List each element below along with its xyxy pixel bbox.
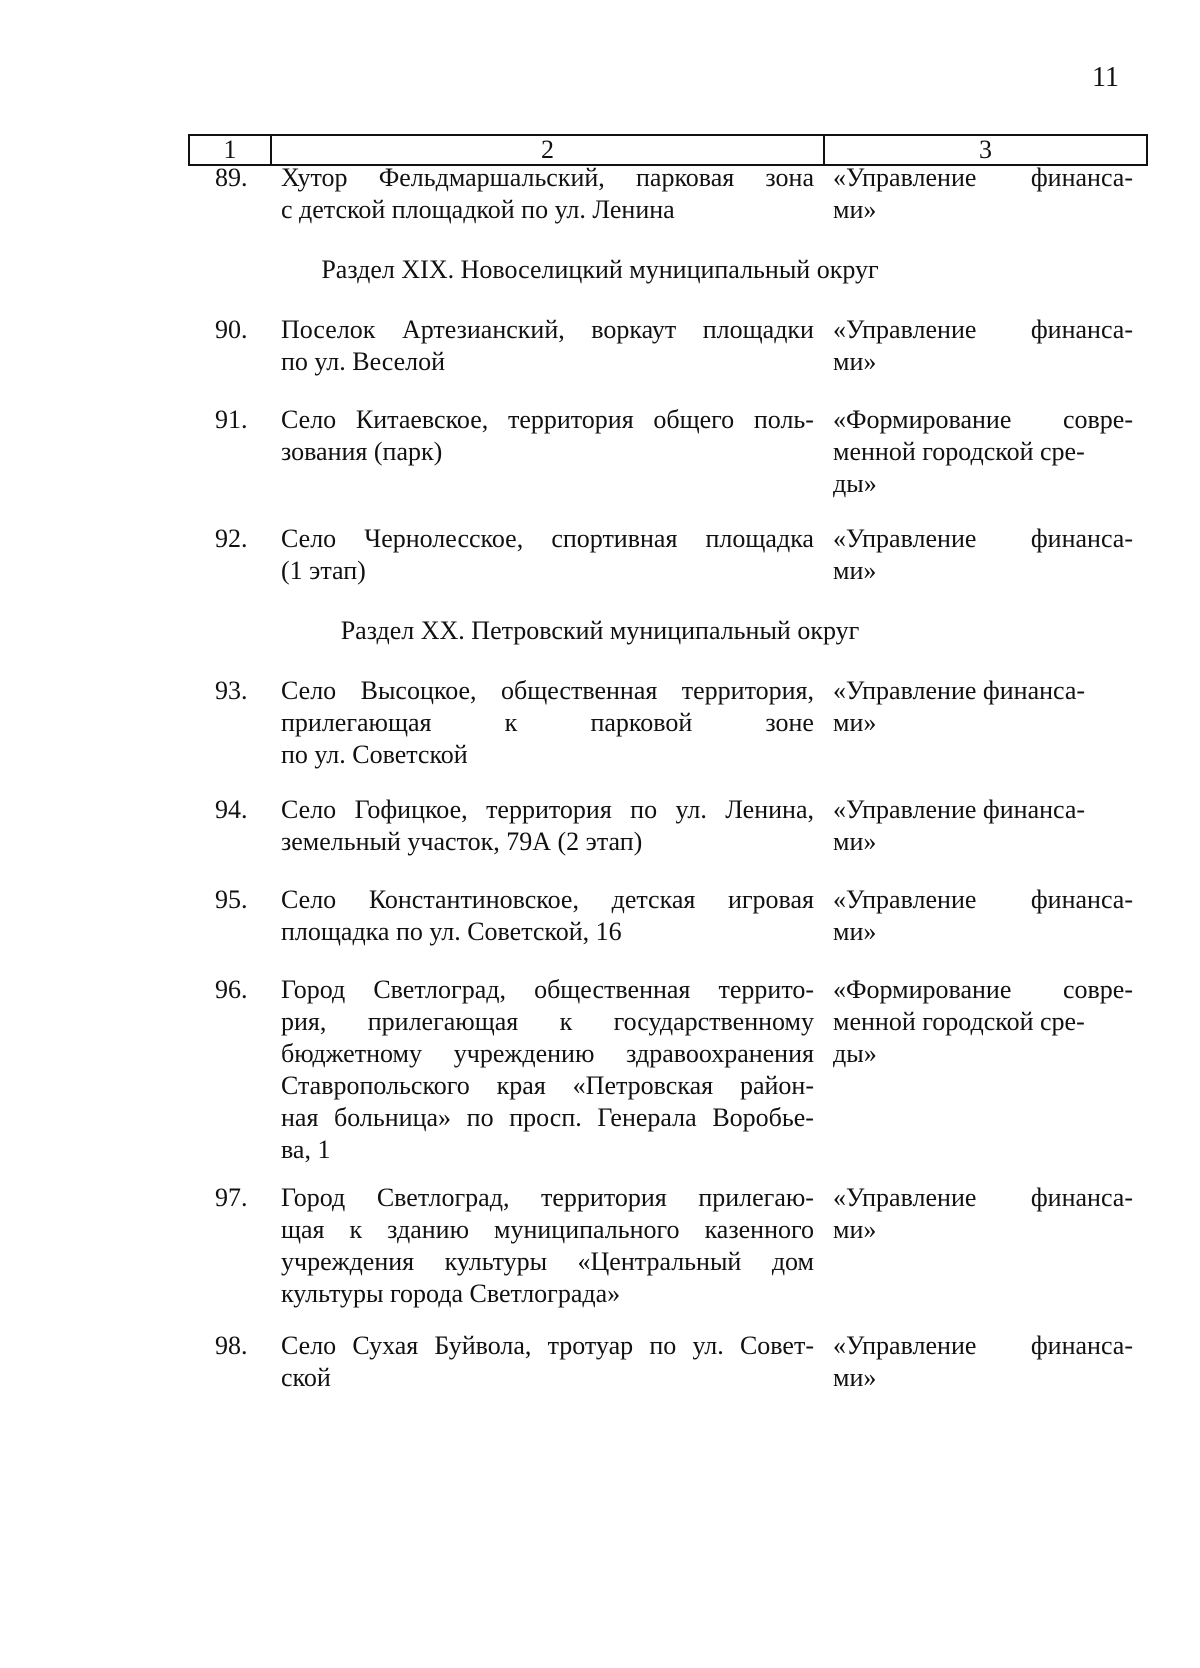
section-heading: Раздел XX. Петровский муниципальный округ [340,616,860,645]
row-number: 91. [215,405,248,434]
description-line: Село Китаевское, территория общего поль- [281,405,814,434]
program-line: «Управление финанса- [833,1331,1133,1360]
row-description [281,794,814,858]
section-heading: Раздел XIX. Новоселицкий муниципальный округ [321,255,879,284]
program-line: «Формирование совре- [833,405,1133,434]
description-line: земельный участок, 79А (2 этап) [281,827,643,856]
description-line: Город Светлоград, территория прилегаю- [281,1183,814,1212]
program-line: «Управление финанса- [833,885,1133,914]
row-description [281,1330,814,1394]
description-line: ской [281,1363,331,1392]
description-line: Село Высоцкое, общественная территория, [281,676,814,705]
program-line: «Управление финанса- [833,676,1086,705]
row-program [833,1182,1133,1246]
description-line: Село Сухая Буйвола, тротуар по ул. Совет- [281,1331,814,1360]
row-program [833,794,1133,858]
program-line: ми» [833,195,877,224]
description-line: Село Чернолесское, спортивная площадка [281,524,814,553]
description-line: Ставропольского края «Петровская район- [281,1071,814,1100]
description-line: зования (парк) [281,437,443,466]
description-line: ва, 1 [281,1135,331,1164]
description-line: Хутор Фельдмаршальский, парковая зона [281,163,814,192]
row-number: 94. [215,795,248,824]
row-number: 95. [215,885,248,914]
row-program [833,1330,1133,1394]
description-line: рия, прилегающая к государственному [281,1007,814,1036]
row-program [833,162,1133,226]
row-description [281,1182,814,1310]
description-line: ная больница» по просп. Генерала Воробье- [281,1103,814,1132]
row-number: 93. [215,676,248,705]
row-program [833,675,1133,739]
row-program [833,523,1133,587]
program-line: менной городской сре- [833,1007,1085,1036]
row-program [833,404,1133,500]
row-number: 96. [215,975,248,1004]
program-line: менной городской сре- [833,437,1085,466]
row-number: 92. [215,524,248,553]
row-number: 97. [215,1183,248,1212]
row-description [281,675,814,771]
description-line: по ул. Веселой [281,347,446,376]
description-line: Поселок Артезианский, воркаут площадки [281,315,814,344]
program-line: ды» [833,469,877,498]
description-line: бюджетному учреждению здравоохранения [281,1039,814,1068]
program-line: ми» [833,556,877,585]
program-line: ми» [833,1363,877,1392]
program-line: «Управление финанса- [833,163,1133,192]
program-line: ми» [833,708,877,737]
row-program [833,884,1133,948]
header-col-2: 2 [272,136,825,164]
header-col-1: 1 [190,136,272,164]
row-number: 98. [215,1331,248,1360]
description-line: щая к зданию муниципального казенного [281,1215,814,1244]
description-line: Город Светлоград, общественная террито- [281,975,814,1004]
program-line: «Управление финанса- [833,795,1086,824]
row-description [281,162,814,226]
description-line: учреждения культуры «Центральный дом [281,1247,814,1276]
program-line: ми» [833,347,877,376]
row-description [281,974,814,1166]
description-line: культуры города Светлограда» [281,1279,621,1308]
row-program [833,314,1133,378]
program-line: ми» [833,917,877,946]
description-line: прилегающая к парковой зоне [281,708,814,737]
row-number: 90. [215,315,248,344]
description-line: (1 этап) [281,556,366,585]
program-line: «Управление финанса- [833,315,1133,344]
row-description [281,314,814,378]
description-line: по ул. Советской [281,740,468,769]
row-description [281,404,814,468]
row-description [281,884,814,948]
description-line: площадка по ул. Советской, 16 [281,917,622,946]
program-line: «Формирование совре- [833,975,1133,1004]
header-col-3: 3 [979,135,992,164]
description-line: Село Гофицкое, территория по ул. Ленина, [281,795,814,824]
row-program [833,974,1133,1070]
program-line: «Управление финанса- [833,1183,1133,1212]
row-number: 89. [215,163,248,192]
row-description [281,523,814,587]
description-line: с детской площадкой по ул. Ленина [281,195,675,224]
page-number: 11 [1092,62,1119,93]
program-line: ми» [833,827,877,856]
program-line: «Управление финанса- [833,524,1133,553]
description-line: Село Константиновское, детская игровая [281,885,814,914]
program-line: ми» [833,1215,877,1244]
program-line: ды» [833,1039,877,1068]
